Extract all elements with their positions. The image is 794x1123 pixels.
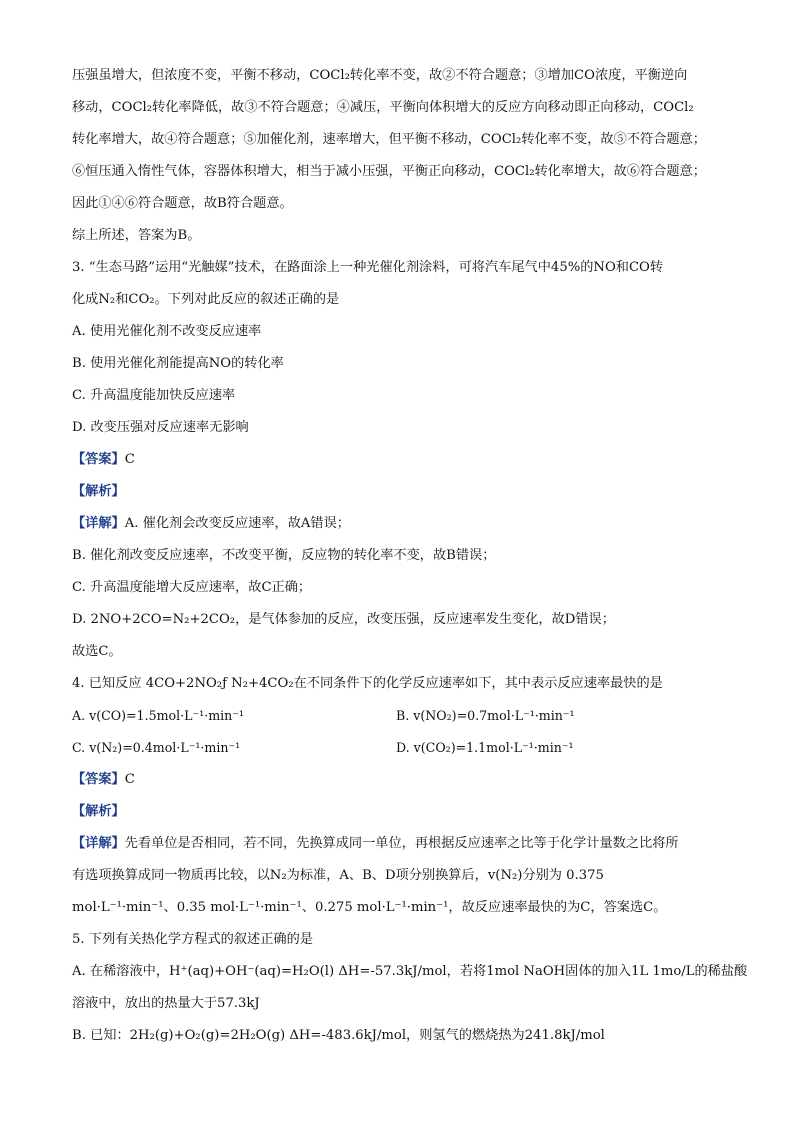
question-3-detail xyxy=(72,516,350,532)
question-5-stem: 5. 下列有关热化学方程式的叙述正确的是 xyxy=(72,932,313,947)
question-4-analysis xyxy=(72,804,125,820)
text-line: 综上所述，答案为B。 xyxy=(72,228,201,243)
text-line: 压强虽增大，但浓度不变，平衡不移动，COCl₂转化率不变，故②不符合题意；③增加CO浓度，平衡逆向 xyxy=(72,68,688,83)
detail-tag: 【详解】 xyxy=(72,516,125,531)
detail-line: 有选项换算成同一物质再比较，以N₂为标准，A、B、D项分别换算后，v(N₂)分别为 0.375 xyxy=(72,868,604,883)
question-3-answer xyxy=(72,452,135,468)
question-4-stem: 4. 已知反应 4CO+2NO₂ƒ N₂+4CO₂在不同条件下的化学反应速率如下，其中表示反应速率最快的是 xyxy=(72,676,663,691)
question-4-option-d: D. v(CO₂)=1.1mol·L⁻¹·min⁻¹ xyxy=(396,740,574,755)
text-line: 转化率增大，故④符合题意；⑤加催化剂，速率增大，但平衡不移动，COCl₂转化率不变，故⑤不符合题意； xyxy=(72,132,706,147)
answer-value: C xyxy=(124,452,135,467)
question-4-option-b: B. v(NO₂)=0.7mol·L⁻¹·min⁻¹ xyxy=(396,708,575,723)
detail-line: mol·L⁻¹·min⁻¹、0.35 mol·L⁻¹·min⁻¹、0.275 mol·L⁻¹·min⁻¹，故反应速率最快的为C，答案选C。 xyxy=(72,900,667,915)
detail-line: B. 催化剂改变反应速率，不改变平衡，反应物的转化率不变，故B错误； xyxy=(72,548,496,563)
detail-line: C. 升高温度能增大反应速率，故C正确； xyxy=(72,580,312,595)
question-5-option-a: A. 在稀溶液中，H⁺(aq)+OH⁻(aq)=H₂O(l) ΔH=-57.3kJ/mol，若将1mol NaOH固体的加入1L 1mo/L的稀盐酸 xyxy=(72,964,748,979)
question-3-option-a: A. 使用光催化剂不改变反应速率 xyxy=(72,324,262,339)
answer-tag: 【答案】 xyxy=(72,452,125,467)
detail-text: 先看单位是否相同，若不同，先换算成同一单位，再根据反应速率之比等于化学计量数之比将所 xyxy=(124,836,679,851)
question-4-option-c: C. v(N₂)=0.4mol·L⁻¹·min⁻¹ xyxy=(72,740,241,755)
text-line: ⑥恒压通入惰性气体，容器体积增大，相当于减小压强，平衡正向移动，COCl₂转化率增大，故⑥符合题意； xyxy=(72,164,706,179)
answer-tag: 【答案】 xyxy=(72,772,125,787)
question-4-option-a: A. v(CO)=1.5mol·L⁻¹·min⁻¹ xyxy=(72,708,244,723)
question-3-option-b: B. 使用光催化剂能提高NO的转化率 xyxy=(72,356,284,371)
question-3-stem-cont: 化成N₂和CO₂。下列对此反应的叙述正确的是 xyxy=(72,292,340,307)
detail-tag: 【详解】 xyxy=(72,836,125,851)
question-5-option-b: B. 已知：2H₂(g)+O₂(g)=2H₂O(g) ΔH=-483.6kJ/mol，则氢气的燃烧热为241.8kJ/mol xyxy=(72,1028,605,1043)
question-3-stem: 3. “生态马路”运用“光触媒”技术，在路面涂上一种光催化剂涂料，可将汽车尾气中45%的NO和CO转 xyxy=(72,260,664,275)
detail-line: D. 2NO+2CO=N₂+2CO₂，是气体参加的反应，改变压强，反应速率发生变化，故D错误； xyxy=(72,612,615,627)
question-3-option-c: C. 升高温度能加快反应速率 xyxy=(72,388,236,403)
question-4-detail xyxy=(72,836,679,852)
analysis-tag: 【解析】 xyxy=(72,484,125,499)
question-5-option-a-cont: 溶液中，放出的热量大于57.3kJ xyxy=(72,996,260,1011)
text-line: 因此①④⑥符合题意，故B符合题意。 xyxy=(72,196,293,211)
question-3-option-d: D. 改变压强对反应速率无影响 xyxy=(72,420,249,435)
detail-text: A. 催化剂会改变反应速率，故A错误； xyxy=(124,516,350,531)
question-3-analysis xyxy=(72,484,125,500)
detail-line: 故选C。 xyxy=(72,644,122,659)
question-4-answer xyxy=(72,772,135,788)
answer-value: C xyxy=(124,772,135,787)
analysis-tag: 【解析】 xyxy=(72,804,125,819)
text-line: 移动，COCl₂转化率降低，故③不符合题意；④减压，平衡向体积增大的反应方向移动即正向移动，COCl₂ xyxy=(72,100,694,115)
